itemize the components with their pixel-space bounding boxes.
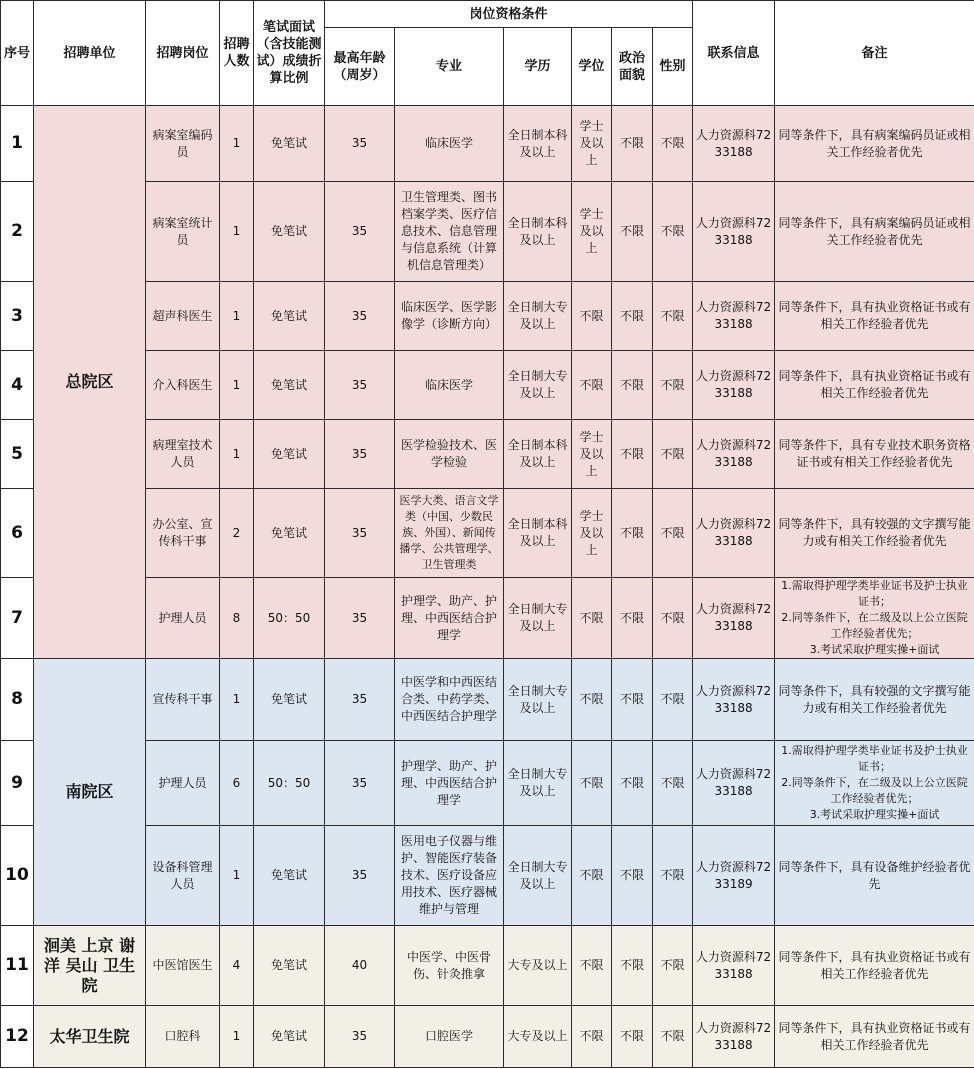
row-count: 1 bbox=[220, 106, 254, 182]
row-contact: 人力资源科7233188 bbox=[693, 1006, 775, 1068]
row-education: 大专及以上 bbox=[504, 1006, 572, 1068]
row-seq: 4 bbox=[1, 351, 34, 420]
row-contact: 人力资源科7233188 bbox=[693, 578, 775, 659]
row-remark: 同等条件下，具有较强的文字撰写能力或有相关工作经验者优先 bbox=[775, 659, 974, 741]
header-major: 专业 bbox=[395, 28, 504, 106]
row-contact: 人力资源科7233188 bbox=[693, 351, 775, 420]
row-gender: 不限 bbox=[653, 351, 693, 420]
row-major: 卫生管理类、图书档案学类、医疗信息技术、信息管理与信息系统（计算机信息管理类） bbox=[395, 182, 504, 282]
header-degree: 学位 bbox=[572, 28, 612, 106]
row-remark: 同等条件下，具有设备维护经验者优先 bbox=[775, 826, 974, 926]
row-remark bbox=[775, 578, 974, 659]
unit-zong: 总院区 bbox=[34, 106, 146, 659]
row-gender: 不限 bbox=[653, 826, 693, 926]
row-seq: 11 bbox=[1, 926, 34, 1006]
table-row bbox=[1, 578, 974, 659]
header-remark: 备注 bbox=[775, 1, 974, 106]
table-row bbox=[1, 282, 974, 351]
row-politics: 不限 bbox=[612, 826, 653, 926]
row-count: 4 bbox=[220, 926, 254, 1006]
header-qualification: 岗位资格条件 bbox=[325, 1, 693, 28]
row-contact: 人力资源科7233188 bbox=[693, 106, 775, 182]
row-contact: 人力资源科7233188 bbox=[693, 741, 775, 826]
row-major: 医用电子仪器与维护、智能医疗装备技术、医疗设备应用技术、医疗器械维护与管理 bbox=[395, 826, 504, 926]
row-education: 大专及以上 bbox=[504, 926, 572, 1006]
row-remark: 同等条件下，具有执业资格证书或有相关工作经验者优先 bbox=[775, 926, 974, 1006]
row-education: 全日制本科及以上 bbox=[504, 106, 572, 182]
row-gender: 不限 bbox=[653, 282, 693, 351]
row-age: 35 bbox=[325, 1006, 395, 1068]
row-degree: 不限 bbox=[572, 578, 612, 659]
row-age: 35 bbox=[325, 489, 395, 578]
header-count: 招聘人数 bbox=[220, 1, 254, 106]
row-remark: 同等条件下，具有病案编码员证或相关工作经验者优先 bbox=[775, 106, 974, 182]
row-degree: 学士及以上 bbox=[572, 489, 612, 578]
row-post: 病案室统计员 bbox=[146, 182, 220, 282]
row-seq: 5 bbox=[1, 420, 34, 489]
row-ratio: 免笔试 bbox=[254, 1006, 325, 1068]
row-age: 35 bbox=[325, 578, 395, 659]
row-politics: 不限 bbox=[612, 106, 653, 182]
row-post: 介入科医生 bbox=[146, 351, 220, 420]
row-degree: 不限 bbox=[572, 741, 612, 826]
row-politics: 不限 bbox=[612, 1006, 653, 1068]
row-seq: 7 bbox=[1, 578, 34, 659]
row-remark: 同等条件下，具有专业技术职务资格证书或有相关工作经验者优先 bbox=[775, 420, 974, 489]
row-age: 35 bbox=[325, 282, 395, 351]
table-row bbox=[1, 926, 974, 1006]
row-contact: 人力资源科7233188 bbox=[693, 282, 775, 351]
row-gender: 不限 bbox=[653, 106, 693, 182]
row-seq: 12 bbox=[1, 1006, 34, 1068]
row-major: 护理学、助产、护理、中西医结合护理学 bbox=[395, 741, 504, 826]
row-contact: 人力资源科7233188 bbox=[693, 659, 775, 741]
row-seq: 3 bbox=[1, 282, 34, 351]
row-major: 临床医学、医学影像学（诊断方向） bbox=[395, 282, 504, 351]
row-education: 全日制大专及以上 bbox=[504, 659, 572, 741]
row-age: 35 bbox=[325, 741, 395, 826]
table-row bbox=[1, 420, 974, 489]
header-ratio: 笔试面试（含技能测试）成绩折算比例 bbox=[254, 1, 325, 106]
row-post: 设备科管理人员 bbox=[146, 826, 220, 926]
row-education: 全日制大专及以上 bbox=[504, 282, 572, 351]
row-age: 35 bbox=[325, 351, 395, 420]
row-contact: 人力资源科7233188 bbox=[693, 182, 775, 282]
row-gender: 不限 bbox=[653, 926, 693, 1006]
row-seq: 10 bbox=[1, 826, 34, 926]
header-unit: 招聘单位 bbox=[34, 1, 146, 106]
row-count: 2 bbox=[220, 489, 254, 578]
row-major: 护理学、助产、护理、中西医结合护理学 bbox=[395, 578, 504, 659]
row-degree: 不限 bbox=[572, 826, 612, 926]
remark-line: 1.需取得护理学类毕业证书及护士执业证书； bbox=[781, 744, 968, 773]
row-post: 护理人员 bbox=[146, 741, 220, 826]
row-age: 35 bbox=[325, 659, 395, 741]
row-major: 医学检验技术、医学检验 bbox=[395, 420, 504, 489]
row-degree: 不限 bbox=[572, 926, 612, 1006]
row-count: 1 bbox=[220, 182, 254, 282]
row-major: 医学大类、语言文学类（中国、少数民族、外国）、新闻传播学、公共管理学、卫生管理类 bbox=[395, 489, 504, 578]
row-degree: 不限 bbox=[572, 1006, 612, 1068]
row-degree: 不限 bbox=[572, 282, 612, 351]
row-seq: 2 bbox=[1, 182, 34, 282]
row-count: 1 bbox=[220, 420, 254, 489]
row-post: 超声科医生 bbox=[146, 282, 220, 351]
remark-line: 1.需取得护理学类毕业证书及护士执业证书； bbox=[781, 579, 968, 608]
row-politics: 不限 bbox=[612, 578, 653, 659]
row-post: 宣传科干事 bbox=[146, 659, 220, 741]
row-ratio: 免笔试 bbox=[254, 106, 325, 182]
table-row bbox=[1, 351, 974, 420]
row-contact: 人力资源科7233188 bbox=[693, 420, 775, 489]
row-politics: 不限 bbox=[612, 659, 653, 741]
row-seq: 9 bbox=[1, 741, 34, 826]
row-post: 病理室技术人员 bbox=[146, 420, 220, 489]
row-post: 病案室编码员 bbox=[146, 106, 220, 182]
row-contact: 人力资源科7233189 bbox=[693, 826, 775, 926]
table-row bbox=[1, 1006, 974, 1068]
row-gender: 不限 bbox=[653, 578, 693, 659]
row-ratio: 免笔试 bbox=[254, 420, 325, 489]
row-ratio: 免笔试 bbox=[254, 926, 325, 1006]
row-education: 全日制大专及以上 bbox=[504, 741, 572, 826]
row-remark: 同等条件下，具有较强的文字撰写能力或有相关工作经验者优先 bbox=[775, 489, 974, 578]
row-major: 临床医学 bbox=[395, 106, 504, 182]
row-politics: 不限 bbox=[612, 351, 653, 420]
row-ratio: 50：50 bbox=[254, 578, 325, 659]
row-remark: 同等条件下，具有执业资格证书或有相关工作经验者优先 bbox=[775, 282, 974, 351]
row-politics: 不限 bbox=[612, 741, 653, 826]
row-count: 1 bbox=[220, 351, 254, 420]
row-seq: 8 bbox=[1, 659, 34, 741]
row-ratio: 免笔试 bbox=[254, 489, 325, 578]
table-row bbox=[1, 826, 974, 926]
row-education: 全日制本科及以上 bbox=[504, 182, 572, 282]
row-post: 口腔科 bbox=[146, 1006, 220, 1068]
row-gender: 不限 bbox=[653, 741, 693, 826]
header-seq: 序号 bbox=[1, 1, 34, 106]
row-count: 1 bbox=[220, 282, 254, 351]
table-row bbox=[1, 182, 974, 282]
row-major: 口腔医学 bbox=[395, 1006, 504, 1068]
remark-line: 3.考试采取护理实操+面试 bbox=[809, 643, 940, 656]
row-ratio: 免笔试 bbox=[254, 182, 325, 282]
row-major: 中医学、中医骨伤、针灸推拿 bbox=[395, 926, 504, 1006]
row-ratio: 免笔试 bbox=[254, 282, 325, 351]
header-age: 最高年龄（周岁） bbox=[325, 28, 395, 106]
remark-line: 2.同等条件下，在二级及以上公立医院工作经验者优先； bbox=[781, 611, 968, 640]
row-education: 全日制本科及以上 bbox=[504, 420, 572, 489]
row-gender: 不限 bbox=[653, 182, 693, 282]
row-gender: 不限 bbox=[653, 659, 693, 741]
row-politics: 不限 bbox=[612, 926, 653, 1006]
row-degree: 不限 bbox=[572, 351, 612, 420]
row-politics: 不限 bbox=[612, 420, 653, 489]
row-gender: 不限 bbox=[653, 489, 693, 578]
row-politics: 不限 bbox=[612, 489, 653, 578]
table-row bbox=[1, 659, 974, 741]
row-degree: 学士及以上 bbox=[572, 182, 612, 282]
row-age: 35 bbox=[325, 826, 395, 926]
row-ratio: 免笔试 bbox=[254, 351, 325, 420]
row-age: 35 bbox=[325, 420, 395, 489]
row-ratio: 50：50 bbox=[254, 741, 325, 826]
row-ratio: 免笔试 bbox=[254, 659, 325, 741]
row-major: 中医学和中西医结合类、中药学类、中西医结合护理学 bbox=[395, 659, 504, 741]
remark-line: 2.同等条件下，在二级及以上公立医院工作经验者优先； bbox=[781, 776, 968, 805]
header-politics: 政治面貌 bbox=[612, 28, 653, 106]
remark-line: 3.考试采取护理实操+面试 bbox=[809, 808, 940, 821]
row-remark bbox=[775, 741, 974, 826]
row-count: 6 bbox=[220, 741, 254, 826]
header-post: 招聘岗位 bbox=[146, 1, 220, 106]
row-major: 临床医学 bbox=[395, 351, 504, 420]
header-education: 学历 bbox=[504, 28, 572, 106]
row-politics: 不限 bbox=[612, 282, 653, 351]
row-degree: 不限 bbox=[572, 659, 612, 741]
table-row bbox=[1, 106, 974, 182]
row-gender: 不限 bbox=[653, 1006, 693, 1068]
row-seq: 1 bbox=[1, 106, 34, 182]
row-education: 全日制本科及以上 bbox=[504, 489, 572, 578]
row-education: 全日制大专及以上 bbox=[504, 578, 572, 659]
row-remark: 同等条件下，具有病案编码员证或相关工作经验者优先 bbox=[775, 182, 974, 282]
row-post: 办公室、宣传科干事 bbox=[146, 489, 220, 578]
table-row bbox=[1, 489, 974, 578]
row-age: 40 bbox=[325, 926, 395, 1006]
row-degree: 学士及以上 bbox=[572, 106, 612, 182]
row-count: 1 bbox=[220, 659, 254, 741]
row-count: 1 bbox=[220, 1006, 254, 1068]
row-age: 35 bbox=[325, 182, 395, 282]
unit-nan: 南院区 bbox=[34, 659, 146, 926]
row-degree: 学士及以上 bbox=[572, 420, 612, 489]
row-gender: 不限 bbox=[653, 420, 693, 489]
unit-husheng: 洄美 上京 谢洋 吴山 卫生院 bbox=[34, 926, 146, 1006]
row-seq: 6 bbox=[1, 489, 34, 578]
row-education: 全日制大专及以上 bbox=[504, 351, 572, 420]
row-post: 中医馆医生 bbox=[146, 926, 220, 1006]
row-count: 1 bbox=[220, 826, 254, 926]
row-age: 35 bbox=[325, 106, 395, 182]
row-education: 全日制大专及以上 bbox=[504, 826, 572, 926]
row-politics: 不限 bbox=[612, 182, 653, 282]
row-remark: 同等条件下，具有执业资格证书或有相关工作经验者优先 bbox=[775, 351, 974, 420]
table-row bbox=[1, 741, 974, 826]
header-contact: 联系信息 bbox=[693, 1, 775, 106]
row-contact: 人力资源科7233188 bbox=[693, 926, 775, 1006]
unit-taihua: 太华卫生院 bbox=[34, 1006, 146, 1068]
header-gender: 性别 bbox=[653, 28, 693, 106]
row-remark: 同等条件下，具有执业资格证书或有相关工作经验者优先 bbox=[775, 1006, 974, 1068]
row-contact: 人力资源科7233188 bbox=[693, 489, 775, 578]
row-count: 8 bbox=[220, 578, 254, 659]
row-post: 护理人员 bbox=[146, 578, 220, 659]
row-ratio: 免笔试 bbox=[254, 826, 325, 926]
